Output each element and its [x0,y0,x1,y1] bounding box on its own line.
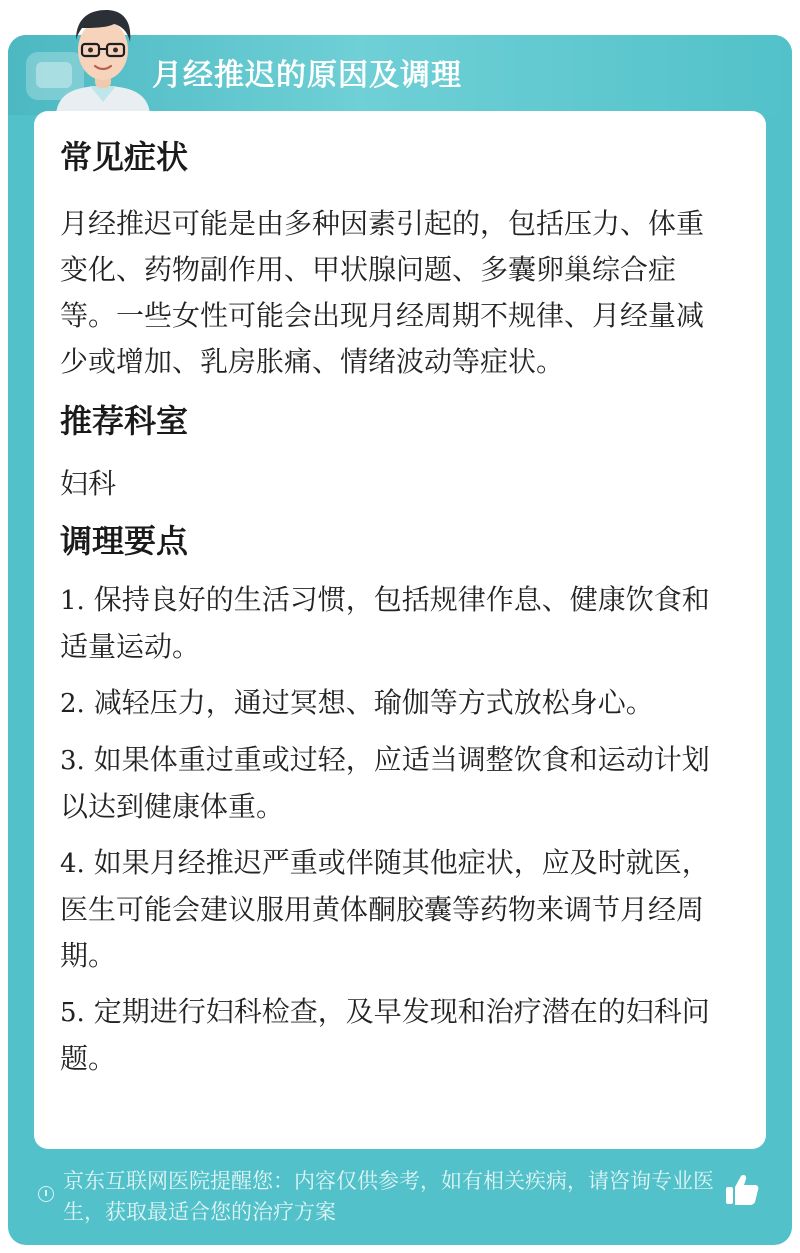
tip-item: 3. 如果体重过重或过轻，应适当调整饮食和运动计划以达到健康体重。 [60,743,710,823]
department-text: 妇科 [60,467,117,500]
doctor-avatar [48,2,158,114]
symptoms-heading: 常见症状 [60,138,189,176]
tip-item: 4. 如果月经推迟严重或伴随其他症状，应及时就医，医生可能会建议服用黄体酮胶囊等药物来调节月经周期。 [60,846,710,972]
tip-item: 2. 减轻压力，通过冥想、瑜伽等方式放松身心。 [60,686,654,719]
thumbs-up-icon[interactable] [724,1172,760,1208]
tip-item: 5. 定期进行妇科检查，及早发现和治疗潜在的妇科问题。 [60,995,710,1075]
tips-heading: 调理要点 [60,522,189,560]
department-heading: 推荐科室 [60,402,189,440]
symptoms-text: 月经推迟可能是由多种因素引起的，包括压力、体重变化、药物副作用、甲状腺问题、多囊卵巢综合症等。一些女性可能会出现月经周期不规律、月经量减少或增加、乳房胀痛、情绪波动等症状。 [60,207,705,378]
tips-list [60,577,728,1082]
page-title: 月经推迟的原因及调理 [152,58,462,93]
content-card [34,111,766,1149]
tip-item: 1. 保持良好的生活习惯，包括规律作息、健康饮食和适量运动。 [60,583,710,663]
footer-text: 京东互联网医院提醒您：内容仅供参考，如有相关疾病，请咨询专业医生，获取最适合您的治疗方案 [63,1169,714,1224]
info-icon [38,1186,54,1202]
